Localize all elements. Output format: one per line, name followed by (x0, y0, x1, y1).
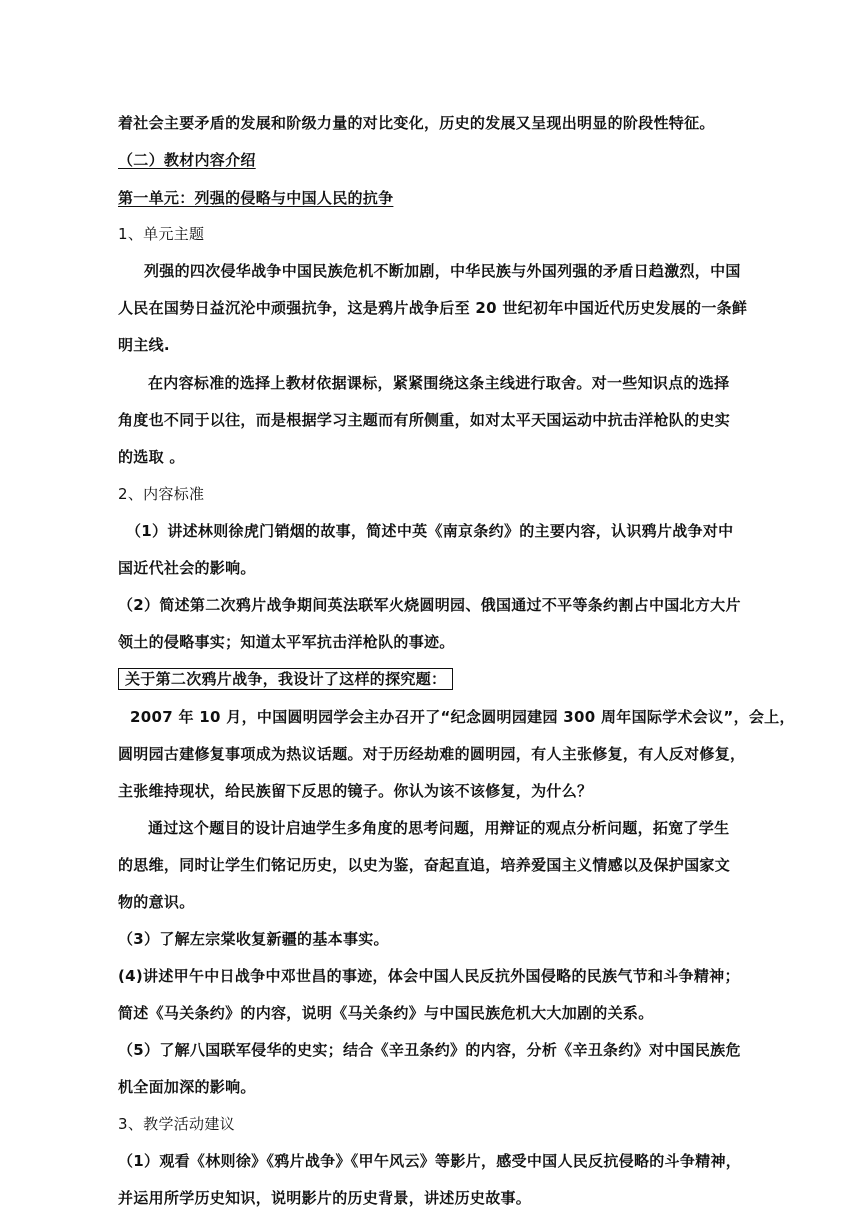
paragraph-line: 主张维持现状，给民族留下反思的镜子。你认为该不该修复，为什么？ (118, 782, 593, 800)
inquiry-title-box (118, 668, 748, 690)
paragraph-line: （2）简述第二次鸦片战争期间英法联军火烧圆明园、俄国通过不平等条约割占中国北方大片 (118, 596, 741, 614)
paragraph-line: 在内容标准的选择上教材依据课标，紧紧围绕这条主线进行取舍。对一些知识点的选择 (148, 374, 730, 392)
paragraph-line: 着社会主要矛盾的发展和阶级力量的对比变化，历史的发展又呈现出明显的阶段性特征。 (118, 114, 715, 132)
paragraph-line: （1）观看《林则徐》《鸦片战争》《甲午风云》等影片，感受中国人民反抗侵略的斗争精神， (118, 1152, 742, 1170)
boxed-text: 关于第二次鸦片战争，我设计了这样的探究题： (118, 668, 453, 690)
paragraph-line: （1）讲述林则徐虎门销烟的故事，简述中英《南京条约》的主要内容，认识鸦片战争对中 (126, 522, 734, 540)
subsection-heading: 2、内容标准 (118, 485, 205, 503)
subsection-heading: 3、教学活动建议 (118, 1115, 235, 1133)
paragraph-line: 国近代社会的影响。 (118, 559, 256, 577)
paragraph-line: 2007 年 10 月，中国圆明园学会主办召开了“纪念圆明园建园 300 周年国际学术会议”，会上， (130, 708, 795, 726)
paragraph-line: (4)讲述甲午中日战争中邓世昌的事迹，体会中国人民反抗外国侵略的民族气节和斗争精神； (118, 967, 740, 985)
subsection-heading: 1、单元主题 (118, 225, 205, 243)
paragraph-line: 机全面加深的影响。 (118, 1078, 256, 1096)
paragraph-line: 并运用所学历史知识，说明影片的历史背景，讲述历史故事。 (118, 1189, 532, 1207)
paragraph-line: 简述《马关条约》的内容，说明《马关条约》与中国民族危机大大加剧的关系。 (118, 1004, 654, 1022)
paragraph-line: 的选取 。 (118, 448, 185, 466)
paragraph-line: 角度也不同于以往，而是根据学习主题而有所侧重，如对太平天国运动中抗击洋枪队的史实 (118, 411, 731, 429)
paragraph-line: 通过这个题目的设计启迪学生多角度的思考问题，用辩证的观点分析问题，拓宽了学生 (148, 819, 730, 837)
paragraph-line: （5）了解八国联军侵华的史实；结合《辛丑条约》的内容，分析《辛丑条约》对中国民族危 (118, 1041, 741, 1059)
unit-heading: 第一单元：列强的侵略与中国人民的抗争 (118, 189, 394, 207)
paragraph-line: 列强的四次侵华战争中国民族危机不断加剧，中华民族与外国列强的矛盾日趋激烈，中国 (144, 262, 741, 280)
paragraph-line: 明主线. (118, 336, 170, 354)
section-heading: （二）教材内容介绍 (118, 151, 256, 169)
paragraph-line: 圆明园古建修复事项成为热议话题。对于历经劫难的圆明园，有人主张修复，有人反对修复， (118, 745, 746, 763)
paragraph-line: 的思维，同时让学生们铭记历史，以史为鉴，奋起直追，培养爱国主义情感以及保护国家文 (118, 856, 731, 874)
paragraph-line: （3）了解左宗棠收复新疆的基本事实。 (118, 930, 389, 948)
paragraph-line: 人民在国势日益沉沦中顽强抗争，这是鸦片战争后至 20 世纪初年中国近代历史发展的一条鲜 (118, 299, 748, 317)
paragraph-line: 领土的侵略事实；知道太平军抗击洋枪队的事迹。 (118, 633, 455, 651)
paragraph-line: 物的意识。 (118, 893, 195, 911)
